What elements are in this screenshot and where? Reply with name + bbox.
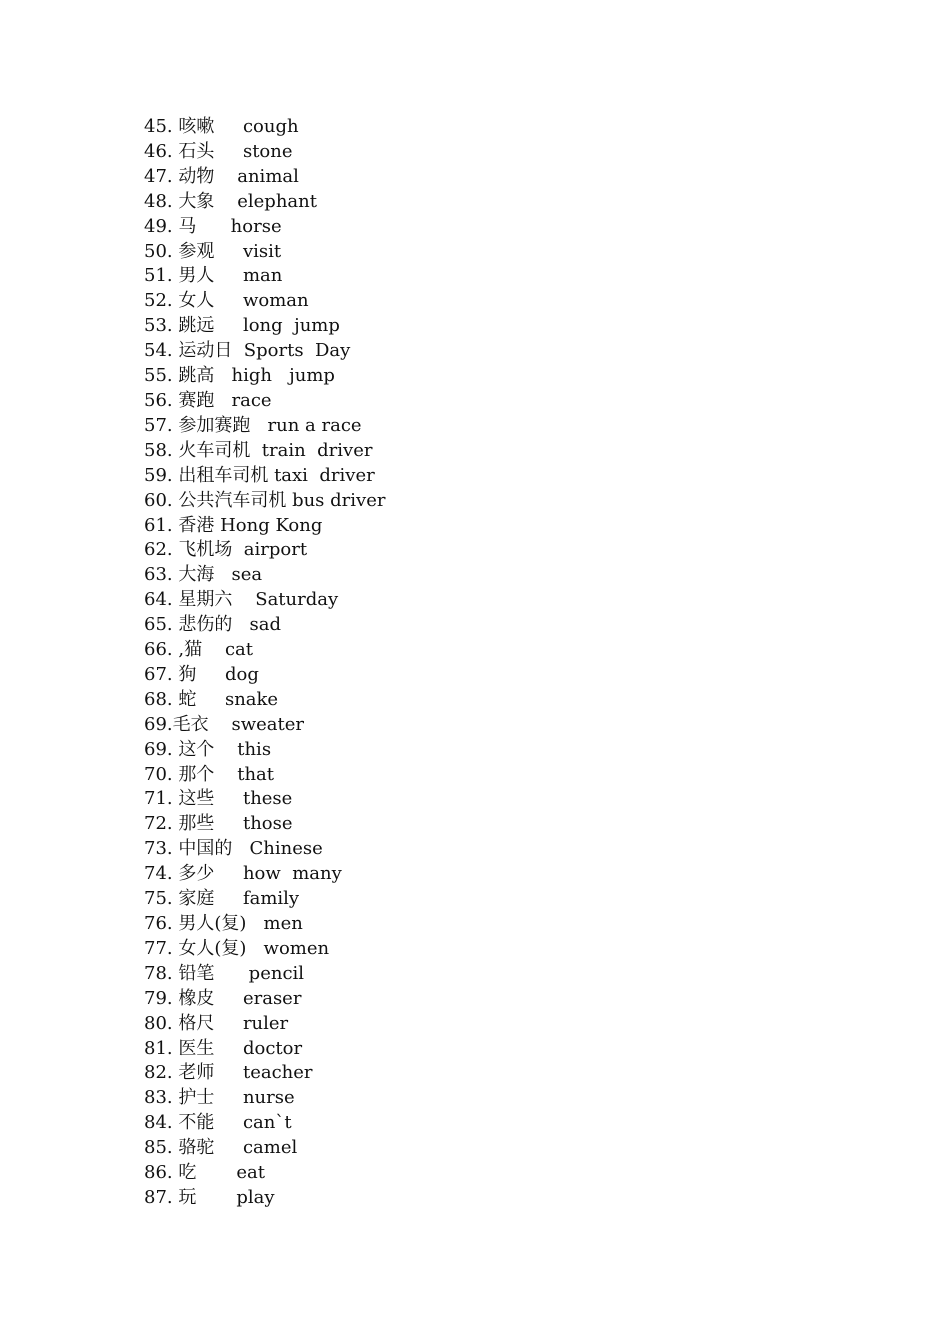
vocabulary-list (144, 115, 385, 1211)
vocab-entry: 52. 女人 woman (144, 290, 309, 312)
vocab-entry: 45. 咳嗽 cough (144, 116, 299, 137)
vocab-entry: 67. 狗 dog (144, 663, 259, 685)
vocab-entry: 47. 动物 animal (144, 165, 299, 187)
vocab-entry: 51. 男人 man (144, 265, 283, 287)
vocab-entry: 77. 女人(复) women (144, 937, 330, 959)
vocab-entry: 66. ,猫 cat (144, 639, 254, 661)
vocab-entry: 86. 吃 eat (144, 1162, 266, 1184)
vocab-entry: 53. 跳远 long jump (144, 315, 340, 337)
vocab-entry: 60. 公共汽车司机 bus driver (144, 489, 386, 511)
vocab-entry: 50. 参观 visit (144, 240, 282, 262)
vocab-entry: 84. 不能 can`t (144, 1112, 292, 1134)
vocab-entry: 62. 飞机场 airport (144, 539, 308, 561)
vocab-entry: 71. 这些 these (144, 788, 293, 810)
vocab-entry: 56. 赛跑 race (144, 389, 272, 411)
vocab-entry: 78. 铅笔 pencil (144, 962, 305, 984)
vocab-entry: 74. 多少 how many (144, 863, 342, 885)
vocab-entry: 82. 老师 teacher (144, 1062, 313, 1084)
vocab-entry: 83. 护士 nurse (144, 1087, 295, 1109)
vocab-entry: 69. 这个 this (144, 738, 272, 760)
vocab-entry: 87. 玩 play (144, 1186, 275, 1208)
vocab-entry: 48. 大象 elephant (144, 190, 317, 212)
vocab-entry: 63. 大海 sea (144, 564, 263, 586)
vocab-entry: 80. 格尺 ruler (144, 1012, 289, 1034)
vocab-entry: 59. 出租车司机 taxi driver (144, 464, 375, 486)
vocab-entry: 81. 医生 doctor (144, 1037, 303, 1059)
vocab-entry: 75. 家庭 family (144, 888, 300, 910)
vocab-entry: 69.毛衣 sweater (144, 713, 305, 735)
vocab-entry: 54. 运动日 Sports Day (144, 340, 351, 362)
vocab-entry: 65. 悲伤的 sad (144, 614, 282, 636)
vocab-entry: 64. 星期六 Saturday (144, 589, 339, 611)
vocab-entry: 85. 骆驼 camel (144, 1137, 298, 1159)
vocab-entry: 57. 参加赛跑 run a race (144, 414, 362, 436)
vocab-entry: 79. 橡皮 eraser (144, 987, 302, 1009)
vocab-entry: 58. 火车司机 train driver (144, 439, 373, 461)
vocab-entry: 68. 蛇 snake (144, 688, 279, 710)
vocab-entry: 76. 男人(复) men (144, 913, 303, 934)
vocab-entry: 55. 跳高 high jump (144, 365, 335, 387)
vocab-entry: 61. 香港 Hong Kong (144, 514, 323, 536)
vocab-entry: 46. 石头 stone (144, 140, 293, 162)
vocab-entry: 49. 马 horse (144, 215, 282, 237)
vocab-entry: 73. 中国的 Chinese (144, 838, 323, 860)
vocab-entry: 72. 那些 those (144, 813, 293, 835)
vocab-entry: 70. 那个 that (144, 763, 275, 785)
